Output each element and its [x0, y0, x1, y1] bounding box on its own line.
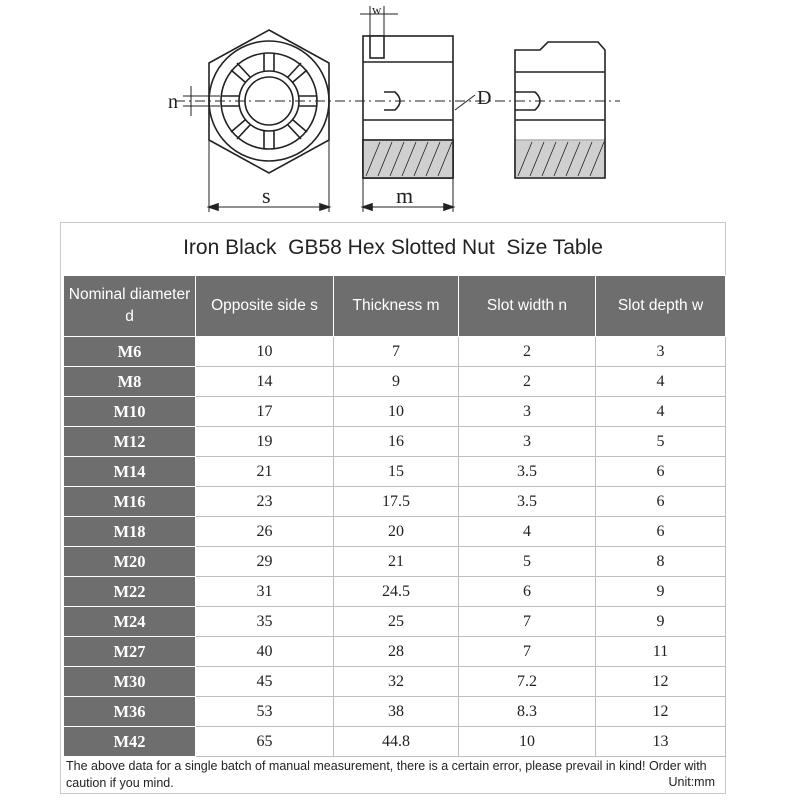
- row-header-cell: M24: [64, 607, 196, 637]
- table-cell: 9: [334, 367, 459, 397]
- row-header-cell: M16: [64, 487, 196, 517]
- table-cell: 17.5: [334, 487, 459, 517]
- table-cell: 4: [459, 517, 596, 547]
- table-row: [64, 547, 726, 577]
- table-row: [64, 487, 726, 517]
- table-cell: 35: [196, 607, 334, 637]
- table-cell: 7: [334, 337, 459, 367]
- size-table: [63, 275, 726, 757]
- table-cell: 8.3: [459, 697, 596, 727]
- table-cell: 6: [596, 457, 726, 487]
- table-cell: 44.8: [334, 727, 459, 757]
- table-cell: 7: [459, 637, 596, 667]
- table-cell: 26: [196, 517, 334, 547]
- table-cell: 7: [459, 607, 596, 637]
- row-header-cell: M18: [64, 517, 196, 547]
- table-cell: 7.2: [459, 667, 596, 697]
- label-d: D: [477, 87, 492, 109]
- table-cell: 10: [459, 727, 596, 757]
- table-cell: 11: [596, 637, 726, 667]
- table-cell: 53: [196, 697, 334, 727]
- table-cell: 65: [196, 727, 334, 757]
- table-cell: 4: [596, 367, 726, 397]
- table-cell: 3.5: [459, 487, 596, 517]
- row-header-cell: M22: [64, 577, 196, 607]
- label-w: w: [372, 2, 382, 17]
- table-cell: 17: [196, 397, 334, 427]
- table-row: [64, 637, 726, 667]
- table-cell: 13: [596, 727, 726, 757]
- table-row: [64, 397, 726, 427]
- table-row: [64, 667, 726, 697]
- table-row: [64, 367, 726, 397]
- table-cell: 9: [596, 577, 726, 607]
- row-header-cell: M14: [64, 457, 196, 487]
- row-header-cell: M27: [64, 637, 196, 667]
- table-cell: 3: [459, 427, 596, 457]
- table-cell: 6: [596, 517, 726, 547]
- table-cell: 21: [334, 547, 459, 577]
- nut-technical-drawing: [0, 0, 800, 225]
- header-slot-depth: Slot depth w: [596, 276, 726, 337]
- table-row: [64, 697, 726, 727]
- table-cell: 12: [596, 667, 726, 697]
- label-m: m: [396, 183, 414, 208]
- table-cell: 29: [196, 547, 334, 577]
- table-cell: 6: [459, 577, 596, 607]
- table-cell: 16: [334, 427, 459, 457]
- table-cell: 31: [196, 577, 334, 607]
- table-cell: 4: [596, 397, 726, 427]
- table-cell: 23: [196, 487, 334, 517]
- table-cell: 19: [196, 427, 334, 457]
- side-view: [360, 6, 475, 212]
- header-nominal-diameter: Nominal diameter d: [64, 276, 196, 337]
- row-header-cell: M8: [64, 367, 196, 397]
- table-cell: 3: [459, 397, 596, 427]
- table-cell: 10: [334, 397, 459, 427]
- table-cell: 12: [596, 697, 726, 727]
- table-cell: 40: [196, 637, 334, 667]
- table-cell: 32: [334, 667, 459, 697]
- table-cell: 28: [334, 637, 459, 667]
- front-view: [183, 30, 329, 212]
- table-cell: 3.5: [459, 457, 596, 487]
- table-row: [64, 727, 726, 757]
- header-row: [64, 276, 726, 337]
- label-s: s: [262, 183, 271, 208]
- table-row: [64, 577, 726, 607]
- size-table-card: [60, 222, 726, 794]
- table-cell: 24.5: [334, 577, 459, 607]
- disclaimer-note: The above data for a single batch of manual measurement, there is a certain error, please prevail in kind! Order with caution if you mind.: [66, 759, 707, 790]
- row-header-cell: M12: [64, 427, 196, 457]
- table-cell: 6: [596, 487, 726, 517]
- table-cell: 2: [459, 337, 596, 367]
- table-cell: 15: [334, 457, 459, 487]
- table-cell: 3: [596, 337, 726, 367]
- row-header-cell: M20: [64, 547, 196, 577]
- row-header-cell: M36: [64, 697, 196, 727]
- table-cell: 25: [334, 607, 459, 637]
- table-row: [64, 457, 726, 487]
- table-cell: 14: [196, 367, 334, 397]
- table-cell: 45: [196, 667, 334, 697]
- table-title: Iron Black GB58 Hex Slotted Nut Size Table: [183, 236, 603, 259]
- unit-label: Unit:mm: [668, 775, 715, 789]
- header-thickness: Thickness m: [334, 276, 459, 337]
- profile-view: [515, 42, 605, 178]
- table-row: [64, 607, 726, 637]
- table-cell: 21: [196, 457, 334, 487]
- table-cell: 5: [596, 427, 726, 457]
- table-cell: 20: [334, 517, 459, 547]
- header-opposite-side: Opposite side s: [196, 276, 334, 337]
- row-header-cell: M30: [64, 667, 196, 697]
- row-header-cell: M10: [64, 397, 196, 427]
- table-row: [64, 517, 726, 547]
- table-cell: 2: [459, 367, 596, 397]
- header-slot-width: Slot width n: [459, 276, 596, 337]
- table-row: [64, 337, 726, 367]
- label-n: n: [168, 91, 178, 113]
- table-cell: 5: [459, 547, 596, 577]
- row-header-cell: M42: [64, 727, 196, 757]
- row-header-cell: M6: [64, 337, 196, 367]
- table-cell: 38: [334, 697, 459, 727]
- table-row: [64, 427, 726, 457]
- table-cell: 10: [196, 337, 334, 367]
- table-cell: 9: [596, 607, 726, 637]
- table-cell: 8: [596, 547, 726, 577]
